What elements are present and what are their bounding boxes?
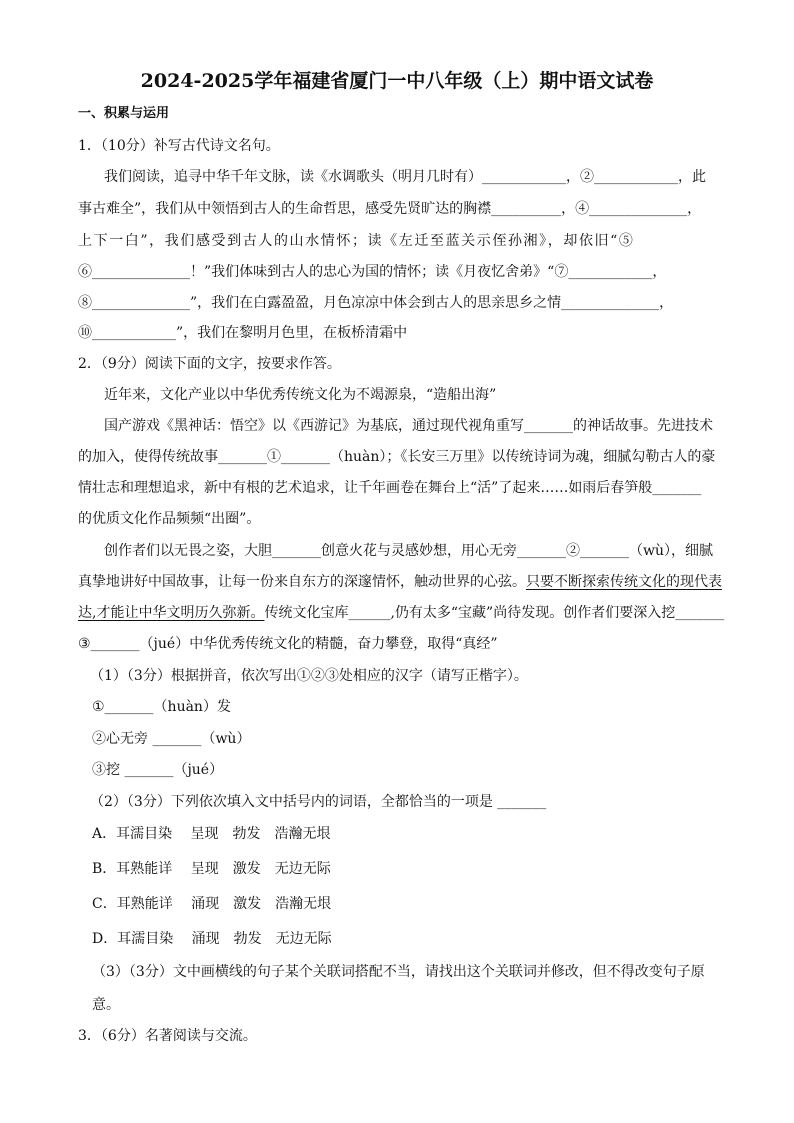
q2-sub-question-3-cont: 意。 [92, 997, 120, 1013]
q2-sub-question-1: （1）（3分）根据拼音，依次写出①②③处相应的汉字（请写正楷字）。 [90, 668, 528, 684]
q1-line: 上下一白”，我们感受到古人的山水情怀；读《左迁至蓝关示侄孙湘》，却依旧“⑤ [78, 233, 635, 249]
q2-p3-text: 传统文化宝库______,仍有太多“宝藏”尚待发现。创作者们要深入挖_______ [264, 605, 725, 621]
q2-p3-line: ③_______（jué）中华优秀传统文化的精髓，奋力攀登，取得“真经” [78, 636, 498, 652]
option-a: A．耳濡目染 呈现 勃发 浩瀚无垠 [92, 826, 331, 842]
question-3-stem: 3．（6分）名著阅读与交流。 [78, 1028, 257, 1044]
section-heading: 一、积累与运用 [78, 106, 170, 121]
q2-p3-line: 创作者们以无畏之姿，大胆_______创意火花与灵感妙想，用心无旁_______②_______（wù），细腻 [104, 543, 713, 559]
q1-line: 我们阅读，追寻中华千年文脉，读《水调歌头（明月几时有）____________，②____________，此 [104, 169, 706, 185]
q2-sub1-item: ③挖 _______（jué） [92, 762, 224, 778]
question-2-stem: 2．（9分）阅读下面的文字，按要求作答。 [78, 356, 341, 372]
q2-sub1-item: ①_______（huàn）发 [92, 699, 231, 715]
q2-p3-text: 真挚地讲好中国故事，让每一份来自东方的深邃情怀，触动世界的心弦。 [78, 574, 526, 590]
option-c: C．耳熟能详 涌现 激发 浩瀚无垠 [92, 896, 332, 912]
q2-sub1-item: ②心无旁 _______（wù） [92, 731, 251, 747]
option-b: B．耳熟能详 呈现 激发 无边无际 [92, 861, 331, 877]
q1-line: ⑥______________！”我们体味到古人的忠心为国的情怀；读《月夜忆舍弟》“⑦____________， [78, 264, 667, 280]
q2-p2-line: 的加入，使得传统故事_______①_______（huàn）；《长安三万里》以传统诗词为魂，细腻勾勒古人的豪 [78, 449, 716, 465]
q2-p2-line: 国产游戏《黑神话：悟空》以《西游记》为基底，通过现代视角重写_______的神话故事。先进技术 [104, 418, 713, 434]
q1-line: ⑩____________”，我们在黎明月色里，在板桥清霜中 [78, 325, 408, 341]
q1-line: ⑧______________”，我们在白露盈盈，月色凉凉中体会到古人的思亲思乡之情______________， [78, 295, 674, 311]
page-title: 2024-2025学年福建省厦门一中八年级（上）期中语文试卷 [140, 70, 654, 92]
q2-p3-line [78, 572, 722, 592]
q1-line: 事古难全”，我们从中领悟到古人的生命哲思，感受先贤旷达的胸襟__________，④______________， [78, 201, 702, 217]
q2-p2-line: 情壮志和理想追求，新中有根的艺术追求，让千年画卷在舞台上“活”了起来……如雨后春笋般_______ [78, 480, 702, 496]
question-1-stem: 1．（10分）补写古代诗文名句。 [78, 138, 280, 154]
option-d: D．耳濡目染 涌现 勃发 无边无际 [92, 931, 332, 947]
q2-sub-question-2: （2）（3分）下列依次填入文中括号内的词语，全都恰当的一项是 _______ [90, 794, 547, 810]
q2-p2-line: 的优质文化作品频频“出圈”。 [78, 511, 261, 527]
underlined-sentence: 只要不断探索传统文化的现代表 [526, 574, 722, 590]
underlined-sentence: 达,才能让中华文明历久弥新。 [78, 605, 265, 621]
q2-p3-line [78, 603, 724, 623]
q2-paragraph-1: 近年来，文化产业以中华优秀传统文化为不竭源泉，“造船出海” [104, 387, 497, 403]
q2-sub-question-3: （3）（3分）文中画横线的句子某个关联词搭配不当，请找出这个关联词并修改，但不得改变句子原 [92, 964, 705, 980]
